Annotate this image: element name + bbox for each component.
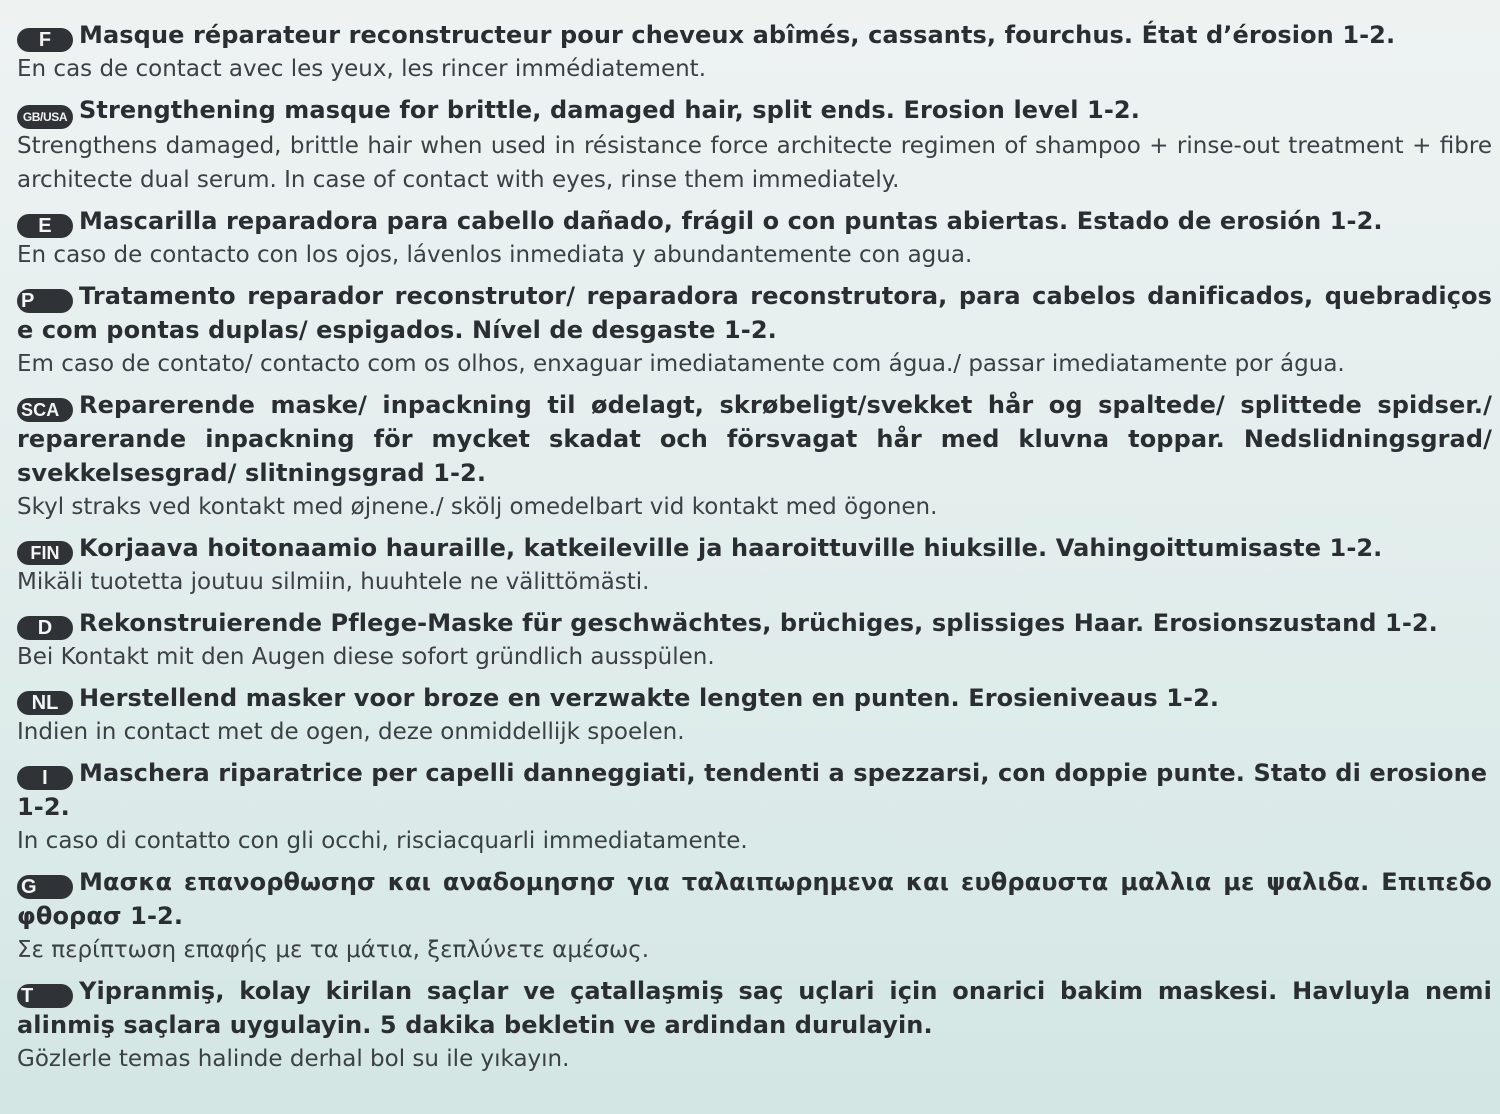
language-badge-t: T: [17, 984, 73, 1008]
heading-text-t: Yipranmiş, kolay kirilan saçlar ve çatallaşmiş saç uçlari için onarici bakim maskesi. Havluyla nemi alinmiş saçlara uygulayin. 5 dakika bekletin ve ardindan durulayin.: [17, 977, 1492, 1039]
language-badge-d: D: [17, 616, 73, 640]
heading-text-f: Masque réparateur reconstructeur pour cheveux abîmés, cassants, fourchus. État d’érosion 1-2.: [79, 21, 1396, 49]
section-dutch: [17, 681, 1492, 749]
body-text-nl: Indien in contact met de ogen, deze onmiddellijk spoelen.: [17, 719, 685, 745]
section-heading: [17, 681, 1492, 715]
language-badge-p: P: [17, 289, 73, 313]
section-heading: [17, 18, 1492, 52]
language-badge-i: I: [17, 766, 73, 790]
section-english: [17, 93, 1492, 197]
section-heading: [17, 756, 1492, 824]
heading-text-gb: Strengthening masque for brittle, damaged hair, split ends. Erosion level 1-2.: [79, 96, 1140, 124]
language-badge-g: G: [17, 875, 73, 899]
section-heading: [17, 279, 1492, 347]
section-heading: [17, 388, 1492, 490]
section-heading: [17, 974, 1492, 1042]
section-greek: [17, 865, 1492, 967]
heading-text-fin: Korjaava hoitonaamio hauraille, katkeileville ja haaroittuville hiuksille. Vahingoittumisaste 1-2.: [79, 534, 1383, 562]
heading-text-e: Mascarilla reparadora para cabello dañado, frágil o con puntas abiertas. Estado de erosión 1-2.: [79, 207, 1383, 235]
body-text-p: Em caso de contato/ contacto com os olhos, enxaguar imediatamente com água./ passar imediatamente por água.: [17, 351, 1345, 377]
language-badge-e: E: [17, 214, 73, 238]
section-heading: [17, 204, 1492, 238]
heading-text-g: Μασκα επανορθωσησ και αναδομησησ για ταλαιπωρημενα και ευθραυστα μαλλια με ψαλιδα. Επιπεδο φθορασ 1-2.: [17, 868, 1492, 930]
heading-text-d: Rekonstruierende Pflege-Maske für geschwächtes, brüchiges, splissiges Haar. Erosionszustand 1-2.: [79, 609, 1438, 637]
section-heading: [17, 531, 1492, 565]
section-scandinavian: [17, 388, 1492, 524]
body-text-f: En cas de contact avec les yeux, les rincer immédiatement.: [17, 56, 707, 82]
heading-text-nl: Herstellend masker voor broze en verzwakte lengten en punten. Erosieniveaus 1-2.: [79, 684, 1220, 712]
section-turkish: [17, 974, 1492, 1076]
body-text-i: In caso di contatto con gli occhi, risciacquarli immediatamente.: [17, 828, 748, 854]
section-heading: [17, 93, 1492, 129]
section-portuguese: [17, 279, 1492, 381]
heading-text-i: Maschera riparatrice per capelli danneggiati, tendenti a spezzarsi, con doppie punte. Stato di erosione 1-2.: [17, 759, 1488, 821]
section-italian: [17, 756, 1492, 858]
body-text-fin: Mikäli tuotetta joutuu silmiin, huuhtele ne välittömästi.: [17, 569, 650, 595]
section-german: [17, 606, 1492, 674]
multilingual-sections: [17, 18, 1492, 1083]
body-text-d: Bei Kontakt mit den Augen diese sofort gründlich ausspülen.: [17, 644, 715, 670]
language-badge-nl: NL: [17, 691, 73, 715]
section-spanish: [17, 204, 1492, 272]
heading-text-p: Tratamento reparador reconstrutor/ reparadora reconstrutora, para cabelos danificados, quebradiços e com pontas duplas/ espigados. Nível de desgaste 1-2.: [17, 282, 1492, 344]
section-french: [17, 18, 1492, 86]
section-heading: [17, 865, 1492, 933]
body-text-g: Σε περίπτωση επαφής με τα μάτια, ξεπλύνετε αμέσως.: [17, 937, 650, 963]
language-badge-gb-usa: GB/USA: [17, 105, 73, 129]
heading-text-sca: Reparerende maske/ inpackning til ødelagt, skrøbeligt/svekket hår og spaltede/ splittede spidser./ reparerande inpackning för mycket skadat och försvagat hår med kluvna toppar. Nedslidningsgrad/ svekkelsesgrad/ slitningsgrad 1-2.: [17, 391, 1492, 487]
body-text-gb: Strengthens damaged, brittle hair when used in résistance force architecte regimen of shampoo + rinse-out treatment + fibre architecte dual serum. In case of contact with eyes, rinse them immediately.: [17, 133, 1492, 193]
section-heading: [17, 606, 1492, 640]
body-text-sca: Skyl straks ved kontakt med øjnene./ skölj omedelbart vid kontakt med ögonen.: [17, 494, 938, 520]
language-badge-fin: FIN: [17, 541, 73, 565]
section-finnish: [17, 531, 1492, 599]
body-text-e: En caso de contacto con los ojos, lávenlos inmediata y abundantemente con agua.: [17, 242, 973, 268]
body-text-t: Gözlerle temas halinde derhal bol su ile yıkayın.: [17, 1046, 570, 1072]
language-badge-f: F: [17, 28, 73, 52]
language-badge-sca: SCA: [17, 398, 73, 422]
